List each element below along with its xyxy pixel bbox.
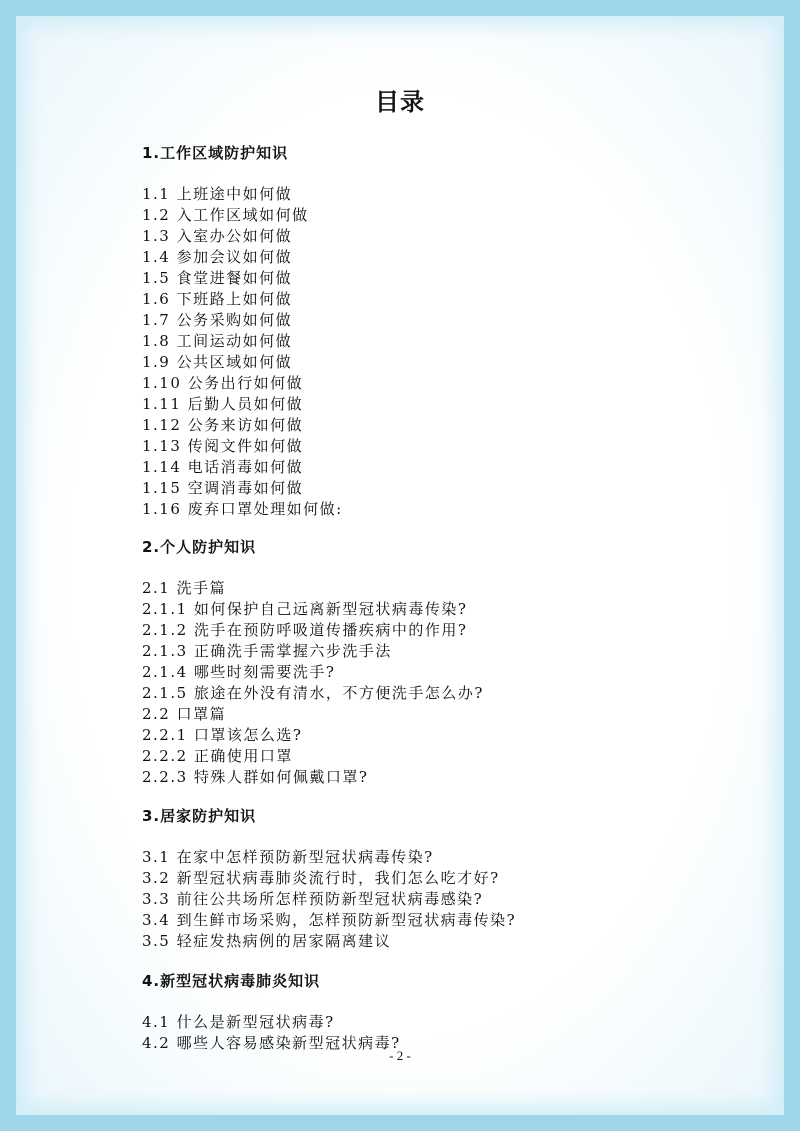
toc-item: 4.2 哪些人容易感染新型冠状病毒? — [142, 1034, 401, 1052]
section-1 — [142, 142, 343, 520]
toc-item: 1.7 公务采购如何做 — [142, 311, 293, 329]
toc-item: 1.3 入室办公如何做 — [142, 227, 293, 245]
page-number: - 2 - — [389, 1048, 411, 1063]
toc-item: 1.8 工间运动如何做 — [142, 332, 293, 350]
toc-item: 1.11 后勤人员如何做 — [142, 395, 304, 413]
toc-item: 2.2 口罩篇 — [142, 705, 227, 723]
section-heading: 4.新型冠状病毒肺炎知识 — [142, 972, 321, 990]
toc-item: 1.2 入工作区域如何做 — [142, 206, 309, 224]
section-items — [142, 847, 516, 952]
toc-item: 1.15 空调消毒如何做 — [142, 479, 304, 497]
section-3 — [142, 805, 516, 952]
section-4 — [142, 970, 401, 1054]
toc-item: 1.9 公共区域如何做 — [142, 353, 293, 371]
toc-item: 2.2.1 口罩该怎么选? — [142, 726, 303, 744]
toc-item: 2.2.3 特殊人群如何佩戴口罩? — [142, 768, 369, 786]
section-heading: 3.居家防护知识 — [142, 807, 257, 825]
toc-item: 2.1.3 正确洗手需掌握六步洗手法 — [142, 642, 392, 660]
toc-item: 1.10 公务出行如何做 — [142, 374, 304, 392]
section-heading: 2.个人防护知识 — [142, 538, 257, 556]
section-2 — [142, 536, 484, 788]
toc-item: 3.4 到生鲜市场采购，怎样预防新型冠状病毒传染? — [142, 911, 517, 929]
toc-item: 2.1.1 如何保护自己远离新型冠状病毒传染? — [142, 600, 468, 618]
section-heading: 1.工作区域防护知识 — [142, 144, 289, 162]
toc-item: 1.14 电话消毒如何做 — [142, 458, 304, 476]
toc-item: 1.5 食堂进餐如何做 — [142, 269, 293, 287]
toc-item: 3.5 轻症发热病例的居家隔离建议 — [142, 932, 392, 950]
toc-item: 3.1 在家中怎样预防新型冠状病毒传染? — [142, 848, 434, 866]
toc-item: 2.1.2 洗手在预防呼吸道传播疾病中的作用? — [142, 621, 468, 639]
document-page — [16, 16, 784, 1115]
toc-item: 1.13 传阅文件如何做 — [142, 437, 304, 455]
toc-item: 1.16 废弃口罩处理如何做: — [142, 500, 343, 518]
toc-item: 1.12 公务来访如何做 — [142, 416, 304, 434]
page-title: 目录 — [375, 88, 425, 116]
toc-item: 2.1.5 旅途在外没有清水，不方便洗手怎么办? — [142, 684, 484, 702]
section-items — [142, 184, 343, 520]
toc-item: 1.1 上班途中如何做 — [142, 185, 293, 203]
toc-item: 3.2 新型冠状病毒肺炎流行时，我们怎么吃才好? — [142, 869, 500, 887]
toc-item: 1.4 参加会议如何做 — [142, 248, 293, 266]
toc-item: 1.6 下班路上如何做 — [142, 290, 293, 308]
toc-item: 3.3 前往公共场所怎样预防新型冠状病毒感染? — [142, 890, 484, 908]
section-items — [142, 578, 484, 788]
toc-item: 4.1 什么是新型冠状病毒? — [142, 1013, 335, 1031]
toc-item: 2.2.2 正确使用口罩 — [142, 747, 293, 765]
toc-item: 2.1.4 哪些时刻需要洗手? — [142, 663, 336, 681]
toc-item: 2.1 洗手篇 — [142, 579, 227, 597]
